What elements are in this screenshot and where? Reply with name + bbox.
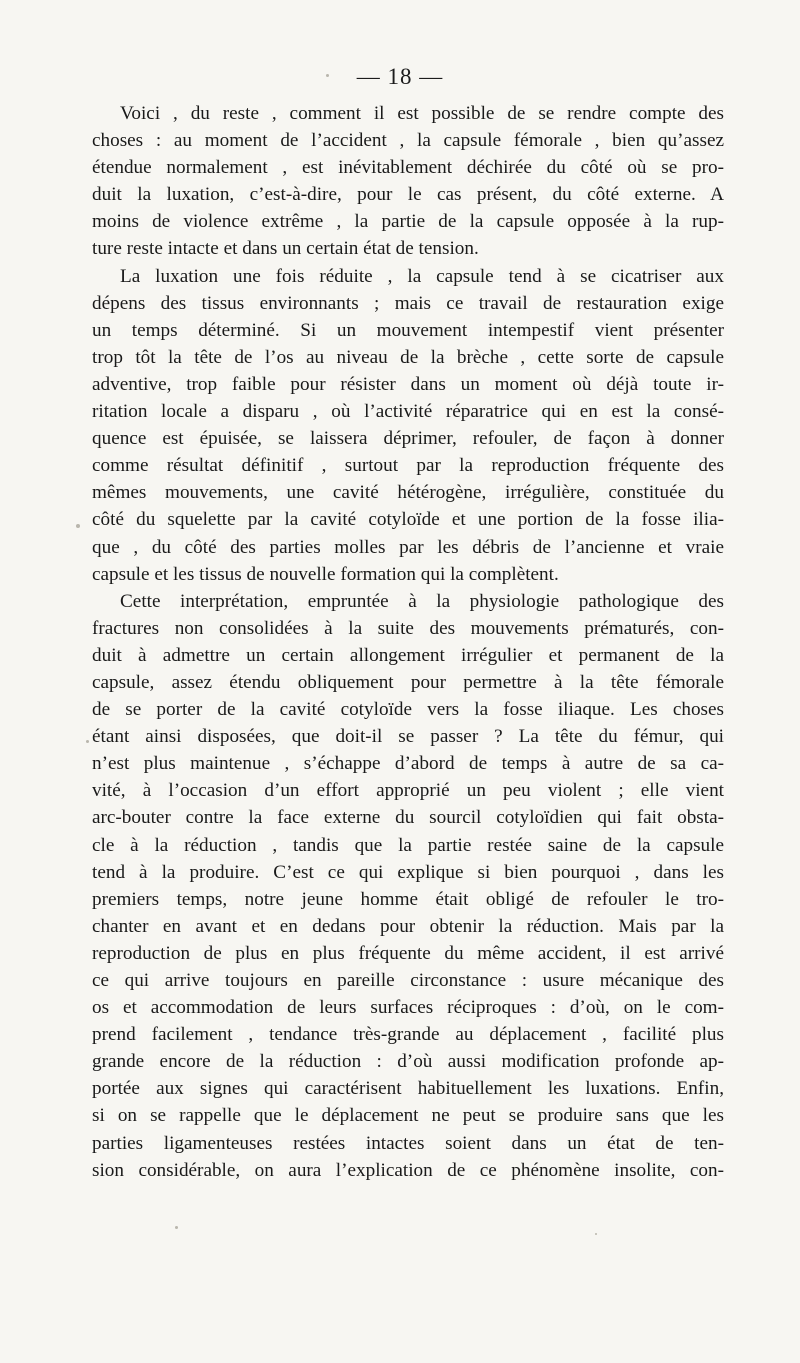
text-line: cle à la réduction , tandis que la partie restée saine de la capsule: [92, 834, 724, 856]
text-line: étant ainsi disposées, que doit-il se passer ? La tête du fémur, qui: [92, 726, 724, 748]
text-line: capsule et les tissus de nouvelle formation qui la complètent.: [92, 563, 559, 585]
paper-speck: [86, 740, 89, 743]
text-line: que , du côté des parties molles par les débris de l’ancienne et vraie: [92, 536, 724, 558]
text-line: La luxation une fois réduite , la capsule tend à se cicatriser aux: [120, 265, 724, 287]
text-line: ritation locale a disparu , où l’activité réparatrice qui en est la consé-: [92, 401, 724, 423]
text-line: de se porter de la cavité cotyloïde vers la fosse iliaque. Les choses: [92, 699, 724, 721]
paper-speck: [175, 1226, 178, 1229]
page-number: — 18 —: [356, 64, 444, 89]
text-line: mêmes mouvements, une cavité hétérogène, irrégulière, constituée du: [92, 482, 724, 504]
text-line: comme résultat définitif , surtout par la reproduction fréquente des: [92, 455, 724, 477]
text-line: choses : au moment de l’accident , la capsule fémorale , bien qu’assez: [92, 130, 724, 152]
text-line: parties ligamenteuses restées intactes soient dans un état de ten-: [92, 1132, 724, 1154]
text-line: reproduction de plus en plus fréquente du même accident, il est arrivé: [92, 942, 724, 964]
text-line: si on se rappelle que le déplacement ne peut se produire sans que les: [92, 1105, 724, 1127]
text-line: moins de violence extrême , la partie de la capsule opposée à la rup-: [92, 211, 724, 233]
text-line: trop tôt la tête de l’os au niveau de la brèche , cette sorte de capsule: [92, 346, 724, 368]
text-line: arc-bouter contre la face externe du sourcil cotyloïdien qui fait obsta-: [92, 807, 724, 829]
body-text: [92, 100, 724, 1184]
text-line: grande encore de la réduction : d’où aussi modification profonde ap-: [92, 1051, 724, 1073]
text-line: Cette interprétation, empruntée à la physiologie pathologique des: [120, 590, 724, 612]
text-line: chanter en avant et en dedans pour obtenir la réduction. Mais par la: [92, 915, 724, 937]
text-line: étendue normalement , est inévitablement déchirée du côté où se pro-: [92, 157, 724, 179]
text-line: duit à admettre un certain allongement irrégulier et permanent de la: [92, 644, 724, 666]
paper-speck: [326, 74, 329, 77]
text-line: os et accommodation de leurs surfaces réciproques : d’où, on le com-: [92, 997, 724, 1019]
text-line: premiers temps, notre jeune homme était obligé de refouler le tro-: [92, 888, 724, 910]
paper-speck: [76, 524, 80, 528]
text-line: sion considérable, on aura l’explication de ce phénomène insolite, con-: [92, 1159, 724, 1181]
text-line: duit la luxation, c’est-à-dire, pour le cas présent, du côté externe. A: [92, 184, 724, 206]
text-line: ce qui arrive toujours en pareille circonstance : usure mécanique des: [92, 970, 724, 991]
text-line: un temps déterminé. Si un mouvement intempestif vient présenter: [92, 319, 724, 341]
text-line: vité, à l’occasion d’un effort approprié un peu violent ; elle vient: [92, 780, 724, 802]
text-line: adventive, trop faible pour résister dans un moment où déjà toute ir-: [92, 373, 724, 395]
paper-speck: [595, 1233, 597, 1235]
text-line: prend facilement , tendance très-grande au déplacement , facilité plus: [92, 1024, 724, 1046]
text-line: dépens des tissus environnants ; mais ce travail de restauration exige: [92, 292, 724, 314]
text-line: Voici , du reste , comment il est possible de se rendre compte des: [120, 103, 724, 124]
text-line: quence est épuisée, se laissera déprimer, refouler, de façon à donner: [92, 428, 724, 450]
text-line: fractures non consolidées à la suite des mouvements prématurés, con-: [92, 617, 724, 639]
text-line: ture reste intacte et dans un certain état de tension.: [92, 238, 479, 260]
text-line: n’est plus maintenue , s’échappe d’abord de temps à autre de sa ca-: [92, 753, 724, 775]
text-line: tend à la produire. C’est ce qui explique si bien pourquoi , dans les: [92, 861, 724, 883]
text-line: portée aux signes qui caractérisent habituellement les luxations. Enfin,: [92, 1078, 724, 1100]
text-line: capsule, assez étendu obliquement pour permettre à la tête fémorale: [92, 671, 724, 693]
text-line: côté du squelette par la cavité cotyloïde et une portion de la fosse ilia-: [92, 509, 724, 531]
